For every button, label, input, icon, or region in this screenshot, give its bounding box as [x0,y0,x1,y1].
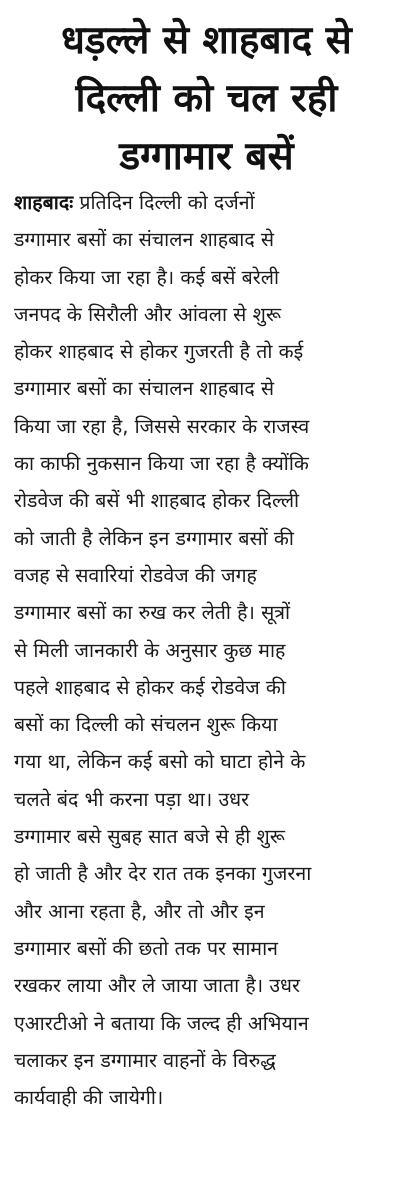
body-line-1 [14,184,404,221]
body-line: गया था, लेकिन कई बसो को घाटा होने के [14,750,306,774]
headline [0,12,413,186]
body-line: रोडवेज की बसें भी शाहबाद होकर दिल्ली [14,489,300,513]
body-line: एआरटीओ ने बताया कि जल्द ही अभियान [14,1011,309,1035]
body-line: डग्गामार बसे सुबह सात बजे से ही शुरू [14,825,285,849]
body-line: डग्गामार बसों की छतो तक पर सामान [14,936,278,960]
body-line: पहले शाहबाद से होकर कई रोडवेज की [14,675,286,699]
body-line: किया जा रहा है, जिससे सरकार के राजस्व [14,414,310,438]
body-line: रखकर लाया और ले जाया जाता है। उधर [14,974,301,998]
body-line: हो जाती है और देर रात तक इनका गुजरना [14,862,312,886]
body-line: डग्गामार बसों का रुख कर लेती है। सूत्रों [14,601,291,625]
body-line: से मिली जानकारी के अनुसार कुछ माह [14,638,286,662]
body-line: बसों का दिल्ली को संचलन शुरू किया [14,713,278,737]
body-line: वजह से सवारियां रोडवेज की जगह [14,563,257,587]
first-line-text: प्रतिदिन दिल्ली को दर्जनों [73,191,255,214]
body-line: चलाकर इन डग्गामार वाहनों के विरुद्ध [14,1048,276,1072]
body-line: जनपद के सिरौली और आंवला से शुरू [14,302,281,326]
article-body [14,184,404,1116]
body-line: डग्गामार बसों का संचालन शाहबाद से [14,228,275,252]
body-line: चलते बंद भी करना पड़ा था। उधर [14,787,250,811]
body-line: और आना रहता है, और तो और इन [14,899,265,923]
body-line: कार्यवाही की जायेगी। [14,1086,164,1110]
headline-line-2: दिल्ली को चल रही [75,76,338,121]
body-line: डग्गामार बसों का संचालन शाहबाद से [14,377,275,401]
body-line: का काफी नुकसान किया जा रहा है क्योंकि [14,452,309,476]
headline-line-1: धड़ल्ले से शाहबाद से [61,18,352,63]
headline-line-3: डग्गामार बसें [119,134,294,179]
body-line: होकर किया जा रहा है। कई बसें बरेली [14,265,280,289]
body-line: होकर शाहबाद से होकर गुजरती है तो कई [14,340,304,364]
dateline: शाहबादः [14,191,74,214]
body-line: को जाती है लेकिन इन डग्गामार बसों की [14,526,294,550]
